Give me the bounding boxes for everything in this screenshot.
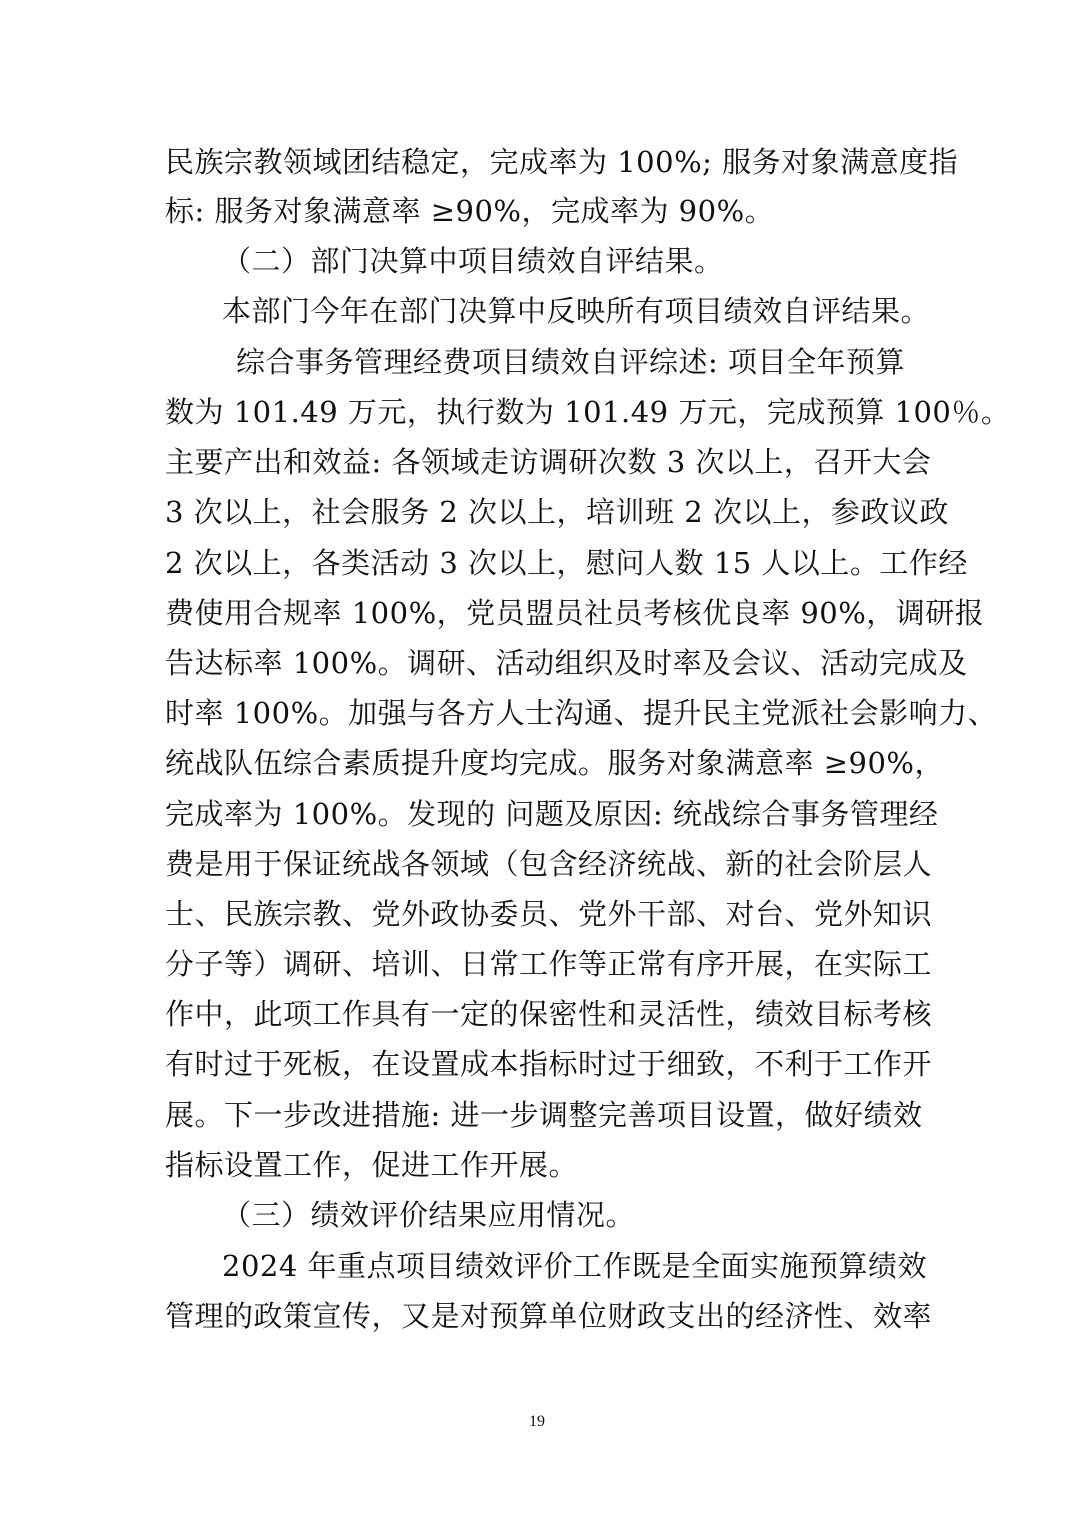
body-text-line: 民族宗教领域团结稳定，完成率为 100%; 服务对象满意度指 (165, 145, 959, 179)
body-text-line: 本部门今年在部门决算中反映所有项目绩效自评结果。 (222, 294, 931, 328)
body-text-line: 标: 服务对象满意率 ≥90%，完成率为 90%。 (165, 194, 775, 228)
section-heading-2: （二）部门决算中项目绩效自评结果。 (222, 244, 724, 278)
body-text-line: 有时过于死板，在设置成本指标时过于细致，不利于工作开 (165, 1047, 933, 1081)
body-text-line: 2 次以上，各类活动 3 次以上，慰问人数 15 人以上。工作经 (165, 546, 968, 580)
body-text-line: 统战队伍综合素质提升度均完成。服务对象满意率 ≥90%， (165, 746, 944, 780)
body-text-line: 2024 年重点项目绩效评价工作既是全面实施预算绩效 (222, 1249, 928, 1283)
body-text-line: 士、民族宗教、党外政协委员、党外干部、对台、党外知识 (165, 897, 933, 931)
body-text-line: 费是用于保证统战各领域（包含经济统战、新的社会阶层人 (165, 847, 933, 881)
body-text-line: 分子等）调研、培训、日常工作等正常有序开展，在实际工 (165, 947, 933, 981)
body-text-line: 指标设置工作，促进工作开展。 (165, 1148, 579, 1182)
body-text-line: 完成率为 100%。发现的 问题及原因: 统战综合事务管理经 (165, 797, 939, 831)
body-text-line: 告达标率 100%。调研、活动组织及时率及会议、活动完成及 (165, 646, 968, 680)
body-text-line: 时率 100%。加强与各方人士沟通、提升民主党派社会影响力、 (165, 696, 998, 730)
body-text-line: 3 次以上，社会服务 2 次以上，培训班 2 次以上，参政议政 (165, 495, 949, 529)
body-text-line: 作中，此项工作具有一定的保密性和灵活性，绩效目标考核 (165, 997, 933, 1031)
body-text-line: 主要产出和效益: 各领域走访调研次数 3 次以上，召开大会 (165, 445, 932, 479)
body-text-line: 费使用合规率 100%，党员盟员社员考核优良率 90%，调研报 (165, 596, 985, 630)
body-text-line: 展。下一步改进措施: 进一步调整完善项目设置，做好绩效 (165, 1098, 923, 1132)
body-text-line: 数为 101.49 万元，执行数为 101.49 万元，完成预算 100％。 (165, 395, 1011, 429)
section-heading-3: （三）绩效评价结果应用情况。 (222, 1198, 636, 1232)
body-text-line: 综合事务管理经费项目绩效自评综述: 项目全年预算 (236, 345, 905, 379)
page-number: 19 (529, 1413, 545, 1430)
body-text-line: 管理的政策宣传，又是对预算单位财政支出的经济性、效率 (165, 1299, 933, 1333)
